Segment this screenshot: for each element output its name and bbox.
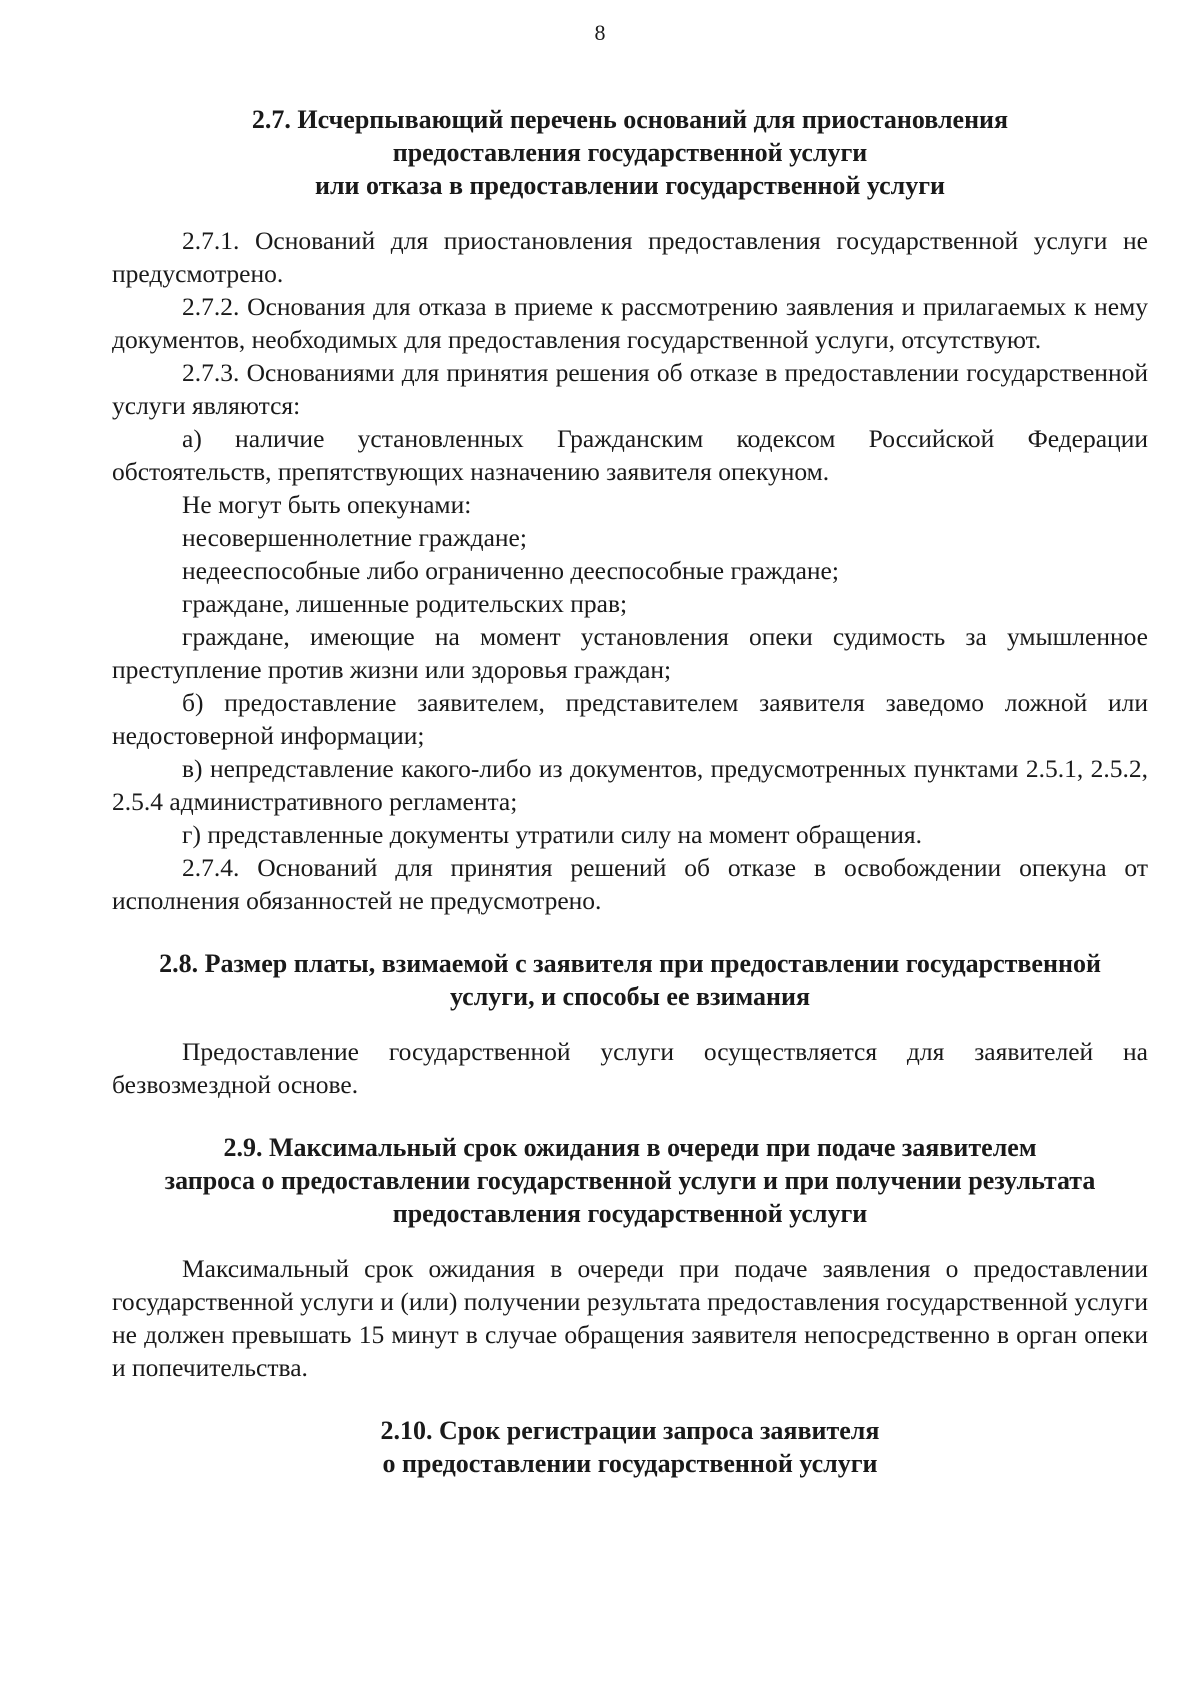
heading-line: 2.7. Исчерпывающий перечень оснований для приостановления: [251, 105, 1009, 134]
section-heading-2-7: [112, 103, 1148, 202]
section-heading-2-8: [112, 947, 1148, 1013]
heading-line: 2.8. Размер платы, взимаемой с заявителя при предоставлении государственной: [159, 949, 1101, 978]
paragraph-item-g: г) представленные документы утратили силу на момент обращения.: [182, 820, 923, 849]
paragraph-item-v: в) непредставление какого-либо из документов, предусмотренных пунктами 2.5.1, 2.5.2, 2.5.4 административного регламента;: [112, 754, 1148, 816]
paragraph-2-7-3: 2.7.3. Основаниями для принятия решения об отказе в предоставлении государственной услуги являются:: [112, 358, 1148, 420]
section-body-2-9: [112, 1252, 1148, 1384]
paragraph-2-7-2: 2.7.2. Основания для отказа в приеме к рассмотрению заявления и прилагаемых к нему документов, необходимых для предоставления государственной услуги, отсутствуют.: [112, 292, 1148, 354]
heading-line: о предоставлении государственной услуги: [382, 1449, 878, 1478]
paragraph-2-9: Максимальный срок ожидания в очереди при подаче заявления о предоставлении государственной услуги и (или) получении результата предоставления государственной услуги не должен превышать 15 минут в случае обращения заявителя непосредственно в орган опеки и попечительства.: [112, 1254, 1148, 1382]
heading-line: предоставления государственной услуги: [392, 138, 868, 167]
paragraph-2-8: Предоставление государственной услуги осуществляется для заявителей на безвозмездной основе.: [112, 1037, 1148, 1099]
section-heading-2-10: [112, 1414, 1148, 1480]
section-body-2-8: [112, 1035, 1148, 1101]
paragraph-item-b: б) предоставление заявителем, представителем заявителя заведомо ложной или недостоверной информации;: [112, 688, 1148, 750]
section-heading-2-9: [112, 1131, 1148, 1230]
paragraph-deprived-rights: граждане, лишенные родительских прав;: [182, 589, 628, 618]
heading-line: или отказа в предоставлении государственной услуги: [314, 171, 946, 200]
page-content: [112, 103, 1148, 1480]
paragraph-guardian-intro: Не могут быть опекунами:: [182, 490, 472, 519]
heading-line: 2.10. Срок регистрации запроса заявителя: [380, 1416, 880, 1445]
section-body-2-7: [112, 224, 1148, 917]
paragraph-item-a: а) наличие установленных Гражданским кодексом Российской Федерации обстоятельств, препятствующих назначению заявителя опекуном.: [112, 424, 1148, 486]
page-number: 8: [594, 20, 606, 45]
heading-line: 2.9. Максимальный срок ожидания в очереди при подаче заявителем: [223, 1133, 1037, 1162]
paragraph-incapacitated: недееспособные либо ограниченно дееспособные граждане;: [182, 556, 839, 585]
paragraph-convicted: граждане, имеющие на момент установления опеки судимость за умышленное преступление против жизни или здоровья граждан;: [112, 622, 1148, 684]
heading-line: запроса о предоставлении государственной услуги и при получении результата: [164, 1166, 1096, 1195]
paragraph-2-7-4: 2.7.4. Оснований для принятия решений об отказе в освобождении опекуна от исполнения обязанностей не предусмотрено.: [112, 853, 1148, 915]
paragraph-2-7-1: 2.7.1. Оснований для приостановления предоставления государственной услуги не предусмотрено.: [112, 226, 1148, 288]
heading-line: услуги, и способы ее взимания: [449, 982, 811, 1011]
paragraph-minors: несовершеннолетние граждане;: [182, 523, 527, 552]
heading-line: предоставления государственной услуги: [392, 1199, 868, 1228]
